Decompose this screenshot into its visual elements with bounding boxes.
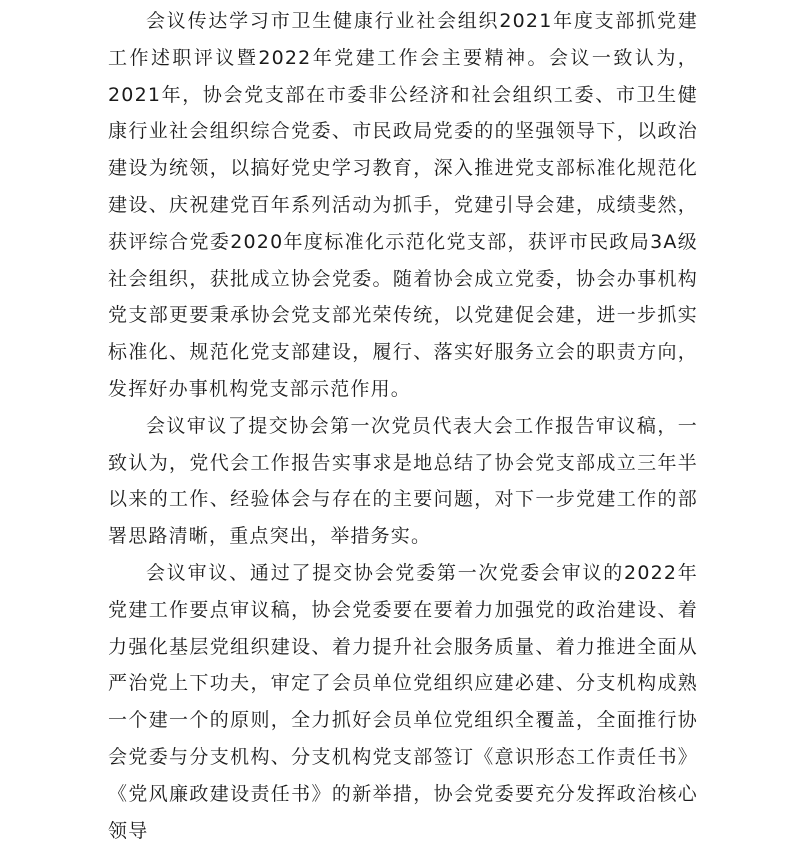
paragraph: 会议审议了提交协会第一次党员代表大会工作报告审议稿，一致认为，党代会工作报告实事求是地总结了协会党支部成立三年半以来的工作、经验体会与存在的主要问题，对下一步党建工作的部署思路清晰，重点突出，举措务实。 [108,414,698,548]
document-body [108,0,698,849]
paragraph: 会议传达学习市卫生健康行业社会组织2021年度支部抓党建工作述职评议暨2022年党建工作会主要精神。会议一致认为， 2021年，协会党支部在市委非公经济和社会组织工委、市卫生健康行业社会组织综合党委、市民政局党委的的坚强领导下，以政治建设为统领，以搞好党史学习教育，深入推进党支部标准化规范化建设、庆祝建党百年系列活动为抓手，党建引导会建，成绩斐然，获评综合党委2020年度标准化示范化党支部，获评市民政局3A级社会组织，获批成立协会党委。随着协会成立党委，协会办事机构党支部更要秉承协会党支部光荣传统，以党建促会建，进一步抓实标准化、规范化党支部建设，履行、落实好服务立会的职责方向，发挥好办事机构党支部示范作用。 [108,10,698,400]
paragraph: 会议审议、通过了提交协会党委第一次党委会审议的2022年党建工作要点审议稿，协会党委要在要着力加强党的政治建设、着力强化基层党组织建设、着力提升社会服务质量、着力推进全面从严治党上下功夫，审定了会员单位党组织应建必建、分支机构成熟一个建一个的原则，全力抓好会员单位党组织全覆盖，全面推行协会党委与分支机构、分支机构党支部签订《意识形态工作责任书》《党风廉政建设责任书》的新举措，协会党委要充分发挥政治核心领导 [108,561,698,842]
